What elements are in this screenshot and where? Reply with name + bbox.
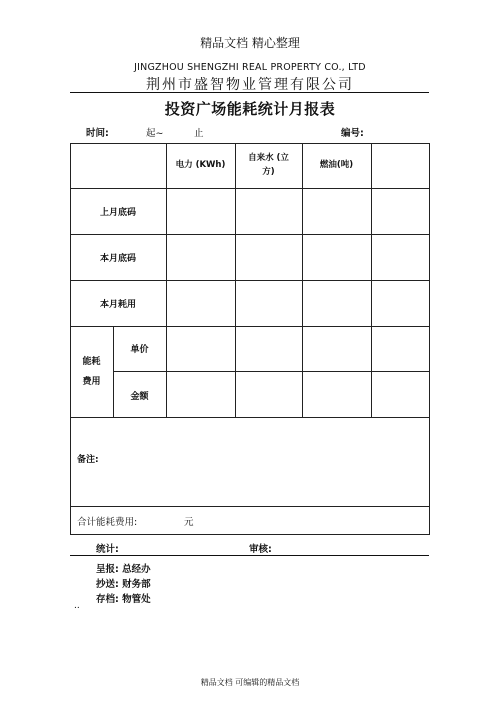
table-border-left — [70, 143, 71, 534]
table-border-top — [70, 143, 430, 144]
document-top-title: 精品文档 精心整理 — [200, 36, 300, 50]
row-label-amount: 金额 — [130, 392, 149, 402]
col-line — [371, 143, 372, 417]
row-line — [113, 371, 430, 372]
row-group-line2: 费用 — [82, 377, 101, 387]
col-line — [235, 143, 236, 417]
remarks-label: 备注: — [77, 455, 99, 465]
column-header-water — [235, 151, 302, 179]
report-title: 投资广场能耗统计月报表 — [164, 100, 336, 118]
row-group-energy-cost — [70, 352, 113, 392]
table-border-bottom — [70, 534, 430, 535]
row-label-last-month: 上月底码 — [99, 208, 136, 218]
row-line — [70, 280, 430, 281]
row-line — [70, 506, 430, 507]
time-label: 时间: — [86, 128, 109, 139]
number-label: 编号: — [341, 128, 364, 139]
row-group-line1: 能耗 — [82, 357, 101, 367]
col-line — [302, 143, 303, 417]
statistic-label: 统计: — [96, 544, 119, 555]
row-label-usage: 本月耗用 — [99, 300, 136, 310]
review-label: 审核: — [249, 544, 272, 555]
col-line — [166, 143, 167, 417]
total-cost-label: 合计能耗费用: — [77, 517, 138, 528]
row-line — [70, 417, 430, 418]
company-name-en: JINGZHOU SHENGZHI REAL PROPERTY CO., LTD — [134, 62, 366, 73]
col-line — [113, 326, 114, 417]
signoff-rule — [70, 555, 429, 556]
row-line — [70, 188, 430, 189]
header-rule — [70, 92, 429, 93]
column-header-water-line2: 方) — [262, 167, 275, 177]
total-cost-unit: 元 — [184, 517, 194, 528]
report-to: 呈报: 总经办 — [96, 564, 151, 575]
column-header-fuel: 燃油(吨) — [319, 160, 354, 170]
column-header-water-line1: 自来水 (立 — [248, 153, 289, 163]
time-from: 起~ — [146, 128, 164, 139]
copy-to: 抄送: 财务部 — [96, 579, 151, 590]
row-line — [70, 326, 430, 327]
company-name-cn: 荆州市盛智物业管理有限公司 — [146, 77, 354, 93]
time-to: 止 — [194, 128, 204, 139]
trailing-dots: .. — [74, 601, 80, 611]
row-line — [70, 234, 430, 235]
row-label-unit-price: 单价 — [130, 345, 149, 355]
row-label-this-month: 本月底码 — [99, 254, 136, 264]
document-footer: 精品文档 可编辑的精品文档 — [200, 678, 300, 687]
table-border-right — [429, 143, 430, 534]
distribution-block — [96, 562, 151, 607]
column-header-electricity: 电力 (KWh) — [175, 160, 226, 170]
archive-to: 存档: 物管处 — [96, 594, 151, 605]
